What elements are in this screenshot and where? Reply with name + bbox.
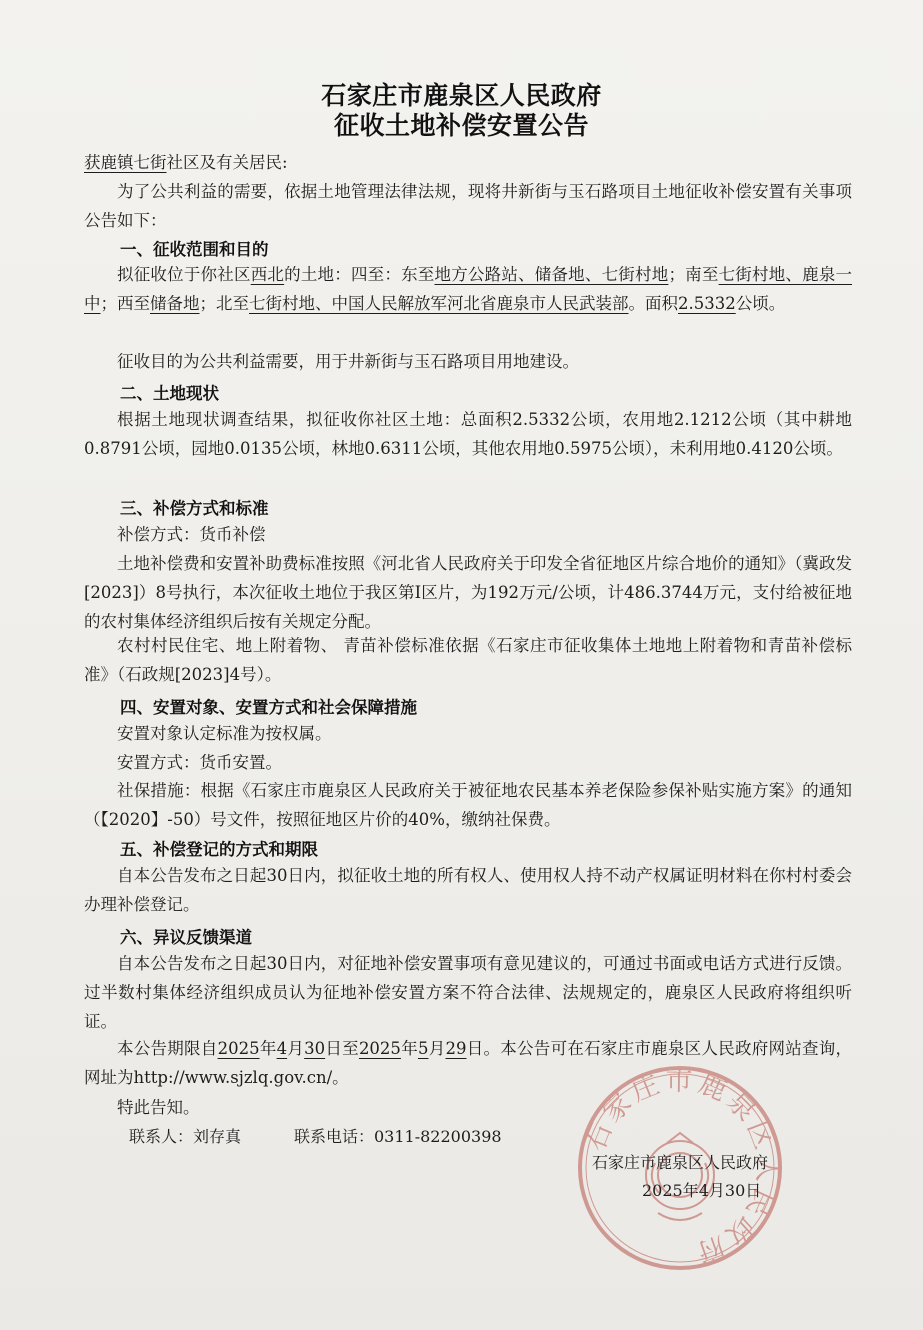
salutation-tail: 社区及有关居民:	[166, 153, 288, 172]
section-1-boundary-paragraph	[84, 261, 852, 319]
section-2-heading: 二、土地现状	[120, 384, 219, 403]
period-end-year: 2025	[358, 1039, 401, 1058]
document-subtitle: 征收土地补偿安置公告	[333, 111, 589, 140]
section-5-heading: 五、补偿登记的方式和期限	[120, 840, 318, 859]
boundary-east: 地方公路站、储备地、七街村地	[434, 265, 669, 284]
closing-statement: 特此告知。	[117, 1098, 200, 1117]
boundary-text: 公顷。	[735, 293, 786, 313]
salutation-community: 七街	[133, 153, 167, 172]
period-text: 月	[428, 1039, 446, 1058]
section-3-crops: 农村村民住宅、地上附着物、 青苗补偿标准依据《石家庄市征收集体土地地上附着物和青苗补偿标准》（石政规[2023]4号）。	[84, 636, 852, 684]
boundary-text: 的土地：四至：东至	[284, 265, 435, 284]
document-title: 石家庄市鹿泉区人民政府	[321, 81, 602, 110]
section-2-paragraph: 根据土地现状调查结果，拟征收你社区土地：总面积2.5332公顷，农用地2.1212公顷（其中耕地0.8791公顷，园地0.0135公顷，林地0.6311公顷，其他农用地0.5975公顷），未利用地0.4120公顷。	[84, 410, 852, 458]
period-end-day: 29	[445, 1039, 467, 1058]
seal-text: 石家庄市鹿泉区人民政府	[579, 1065, 783, 1270]
section-3-heading: 三、补偿方式和标准	[120, 499, 269, 518]
section-5-paragraph: 自本公告发布之日起30日内，拟征收土地的所有权人、使用权人持不动产权属证明材料在你村村委会办理补偿登记。	[84, 866, 852, 914]
period-text: 日。本公告可在石家庄市鹿泉区人民政府网站查询，网址为http://www.sjzlq.gov.cn/。	[84, 1039, 853, 1087]
section-4-social-security: 社保措施：根据《石家庄市鹿泉区人民政府关于被征地农民基本养老保险参保补贴实施方案》的通知（【2020】-50）号文件，按照征地区片价的40%，缴纳社保费。	[84, 781, 852, 829]
section-1-purpose: 征收目的为公共利益需要，用于井新街与玉石路项目用地建设。	[117, 352, 579, 371]
boundary-text: ；南至	[668, 265, 719, 284]
period-start-month: 4	[276, 1039, 288, 1058]
section-1-heading: 一、征收范围和目的	[120, 240, 269, 259]
boundary-text: ；西至	[100, 293, 150, 313]
period-text: 月	[287, 1039, 305, 1058]
section-6-heading: 六、异议反馈渠道	[120, 928, 252, 947]
period-start-day: 30	[304, 1039, 326, 1058]
boundary-text: 拟征收位于你社区	[117, 265, 251, 284]
issuer-name: 石家庄市鹿泉区人民政府	[592, 1153, 769, 1172]
section-6-paragraph: 自本公告发布之日起30日内，对征地补偿安置事项有意见建议的，可通过书面或电话方式进行反馈。过半数村集体经济组织成员认为征地补偿安置方案不符合法律、法规规定的，鹿泉区人民政府将组织听证。	[84, 954, 852, 1031]
period-text: 日至	[325, 1039, 359, 1058]
boundary-south: 七街村地、鹿泉一中	[84, 265, 853, 313]
section-4-heading: 四、安置对象、安置方式和社会保障措施	[120, 698, 417, 717]
section-3-standard: 土地补偿费和安置补助费标准按照《河北省人民政府关于印发全省征地区片综合地价的通知》（冀政发[2023]）8号执行，本次征收土地位于我区第Ⅰ区片，为192万元/公顷，计486.3744万元，支付给被征地的农村集体经济组织后按有关规定分配。	[84, 554, 852, 631]
boundary-west: 储备地	[150, 293, 200, 313]
intro-paragraph: 为了公共利益的需要，依据土地管理法律法规，现将井新街与玉石路项目土地征收补偿安置有关事项公告如下：	[84, 182, 852, 230]
section-3-method: 补偿方式：货币补偿	[117, 525, 266, 544]
issue-date: 2025年4月30日	[642, 1181, 762, 1200]
boundary-text: 。面积	[628, 293, 678, 313]
period-text: 本公告期限自	[117, 1039, 218, 1058]
section-4-target: 安置对象认定标准为按权属。	[117, 724, 332, 743]
salutation-town: 获鹿镇	[84, 153, 134, 172]
contact-phone: 联系电话：0311-82200398	[294, 1127, 502, 1146]
period-text: 年	[400, 1039, 418, 1058]
period-text: 年	[259, 1039, 277, 1058]
contact-person: 联系人：刘存真	[129, 1127, 242, 1146]
section-4-method: 安置方式：货币安置。	[117, 753, 282, 772]
period-start-year: 2025	[217, 1039, 260, 1058]
salutation	[84, 149, 852, 178]
boundary-direction: 西北	[250, 265, 285, 284]
boundary-north: 七街村地、中国人民解放军河北省鹿泉市人民武装部	[249, 293, 629, 313]
boundary-text: ；北至	[199, 293, 249, 313]
boundary-area: 2.5332	[678, 293, 736, 313]
period-end-month: 5	[417, 1039, 429, 1058]
